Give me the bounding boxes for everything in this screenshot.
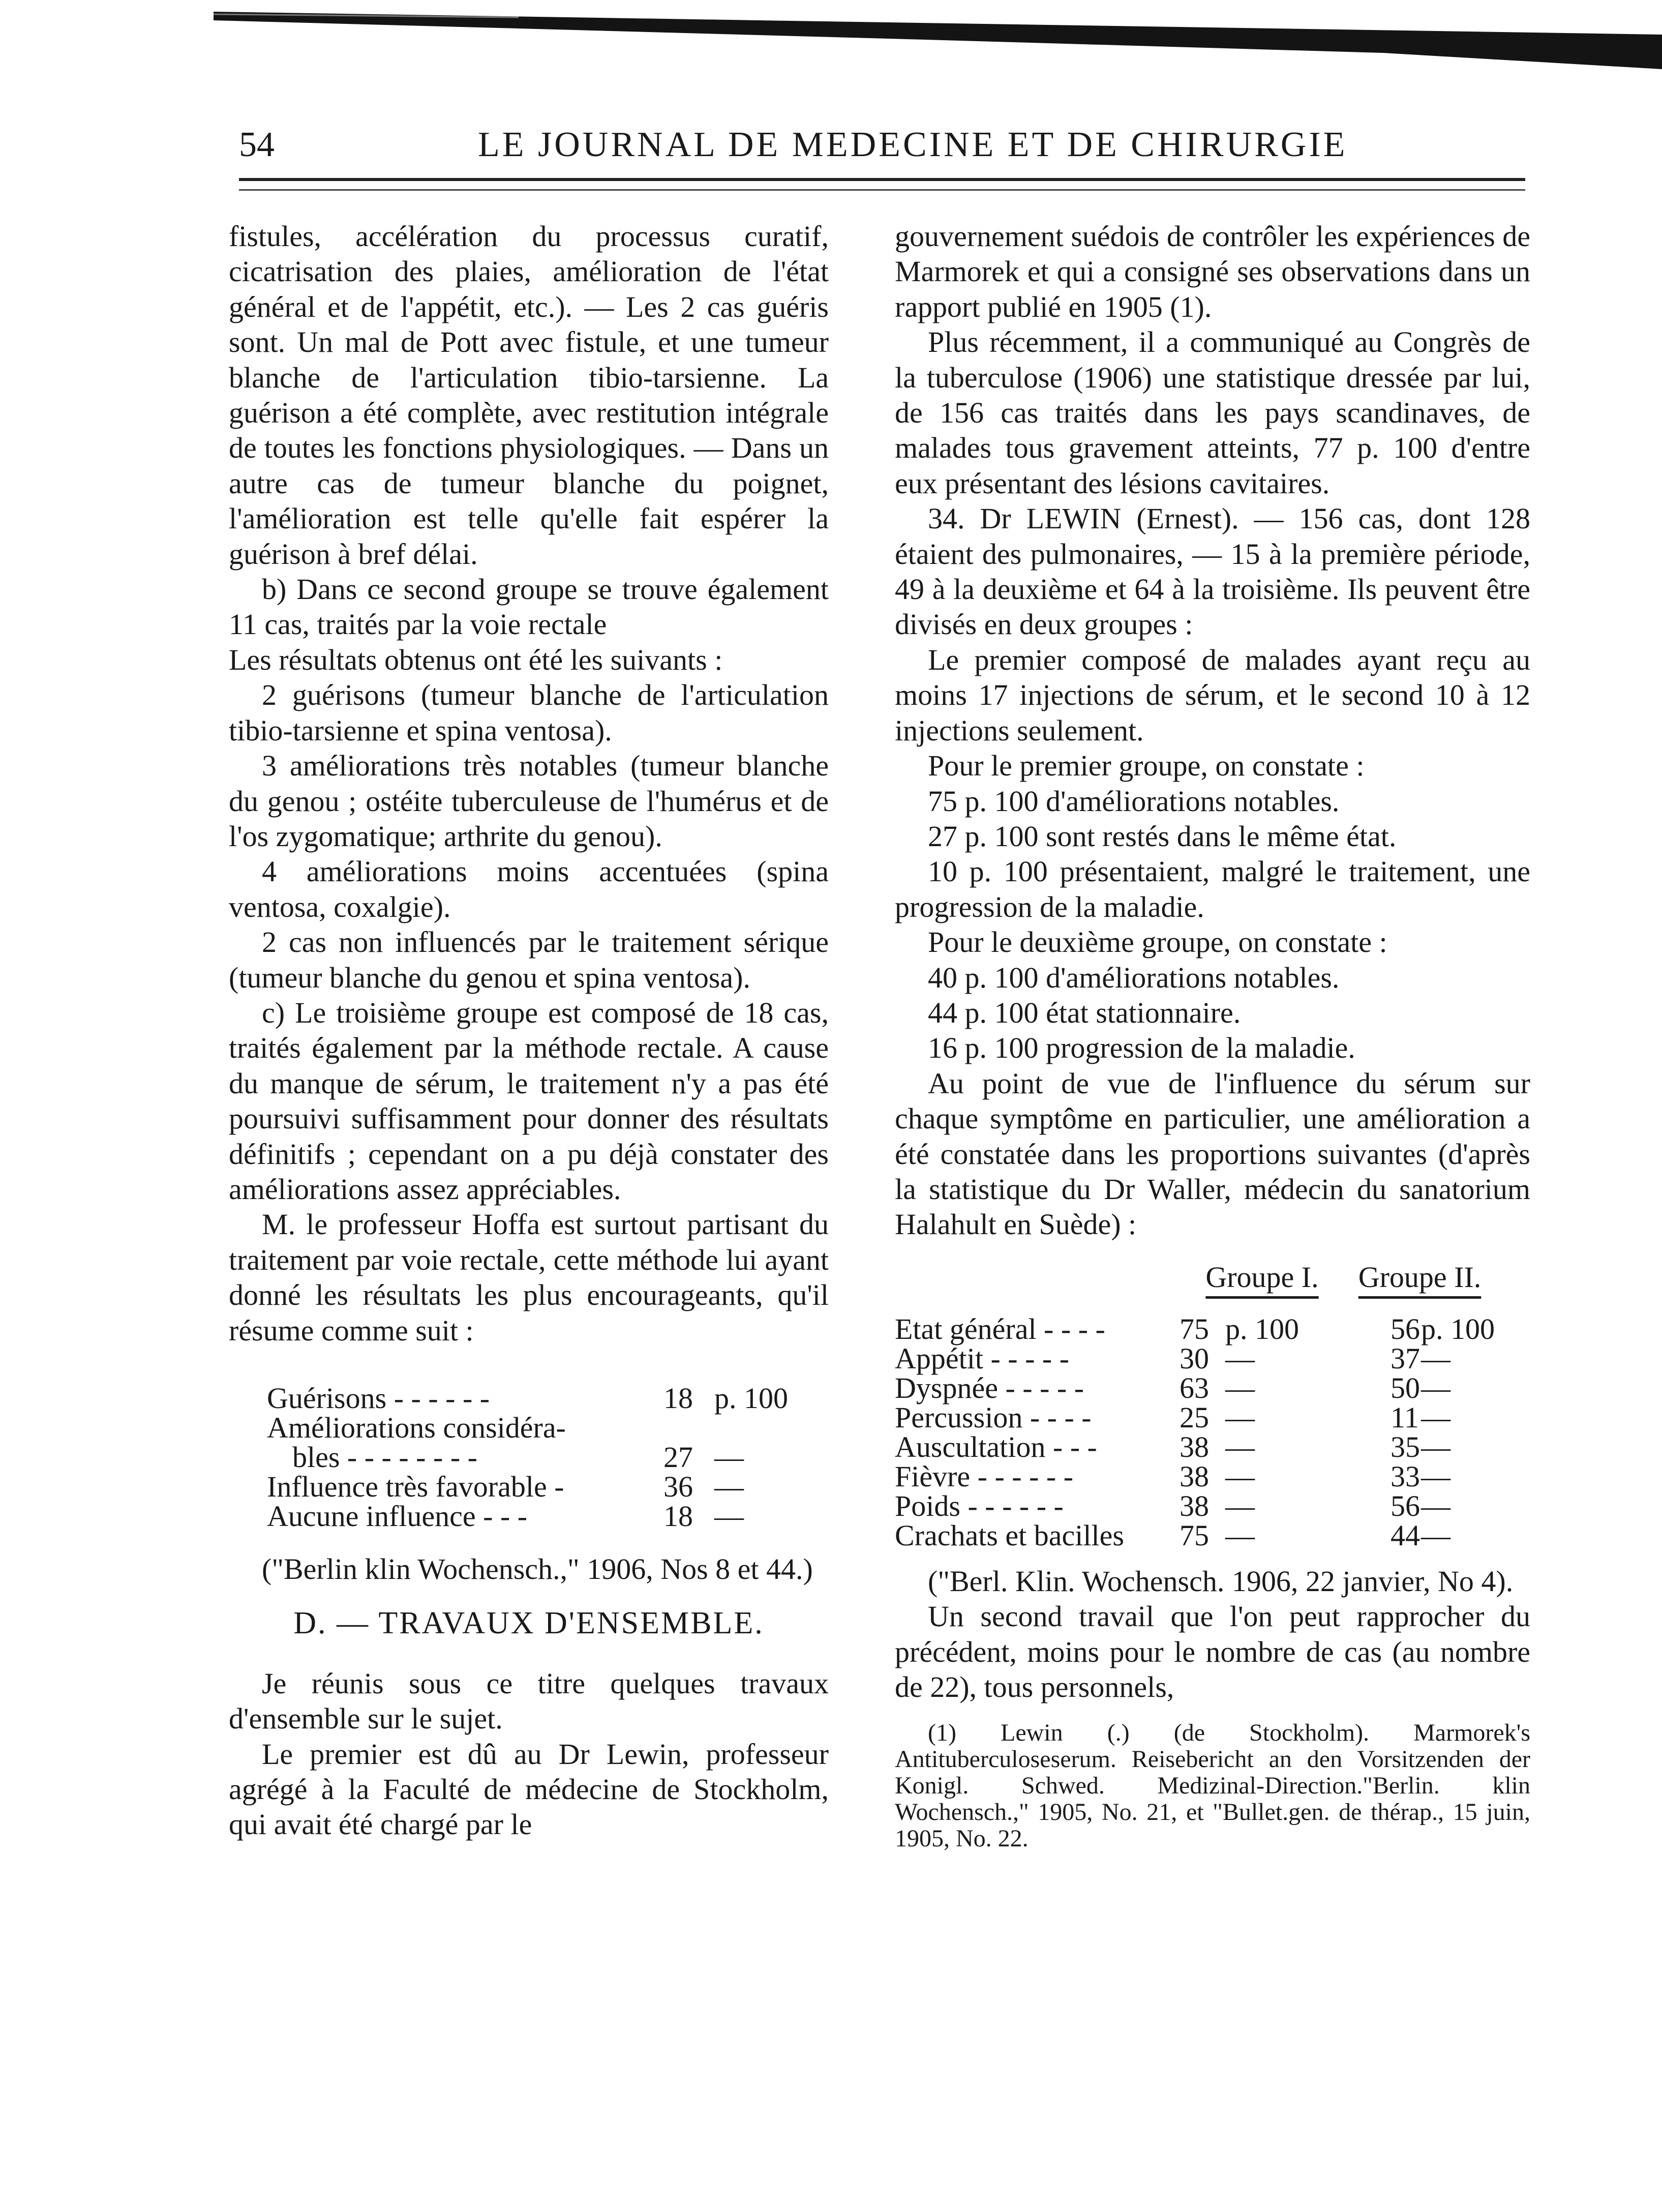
header-rule (239, 178, 1525, 181)
table-row (895, 1403, 1495, 1432)
table-header-row (895, 1263, 1495, 1314)
group-1-unit: — (1225, 1459, 1255, 1493)
result-unit: — (714, 1441, 744, 1474)
group-2-unit: — (1421, 1489, 1451, 1522)
group-1-value: 38 (1180, 1459, 1209, 1493)
list-item: 16 p. 100 progression de la maladie. (928, 1031, 1355, 1065)
list-item: 10 p. 100 présentaient, malgré le traitement, une progression de la maladie. (895, 855, 1530, 923)
paragraph: 2 guérisons (tumeur blanche de l'articulation tibio-tarsienne et spina ventosa). (229, 678, 829, 747)
paragraph: Les résultats obtenus ont été les suivants : (229, 643, 723, 676)
list-item: 27 p. 100 sont restés dans le même état. (928, 819, 1397, 853)
table-row (267, 1384, 788, 1413)
group-2-value: 44 (1391, 1518, 1420, 1552)
group-1-value: 25 (1180, 1400, 1209, 1434)
table-row (267, 1472, 788, 1502)
symptom-label: Dyspnée - - - - - (895, 1371, 1084, 1404)
paragraph: 2 cas non influencés par le traitement sérique (tumeur blanche du genou et spina ventosa). (229, 925, 829, 994)
group-1-unit: — (1225, 1341, 1255, 1375)
table-row (267, 1443, 788, 1472)
symptom-label: Appétit - - - - - (895, 1341, 1070, 1375)
result-value: 18 (663, 1500, 693, 1533)
group-2-value: 37 (1391, 1341, 1420, 1375)
table-row (895, 1314, 1495, 1344)
group-2-value: 11 (1391, 1400, 1419, 1434)
citation: ("Berlin klin Wochensch.," 1906, Nos 8 et 44.) (262, 1552, 813, 1586)
group-1-unit: p. 100 (1225, 1312, 1299, 1346)
right-column (895, 219, 1530, 1852)
paragraph: 3 améliorations très notables (tumeur blanche du genou ; ostéite tuberculeuse de l'humérus et de l'os zygomatique; arthrite du genou). (229, 749, 829, 853)
running-title: LE JOURNAL DE MEDECINE ET DE CHIRURGIE (478, 125, 1348, 164)
group-2-unit: — (1421, 1400, 1451, 1434)
group-1-value: 38 (1180, 1489, 1209, 1522)
list-item: Pour le premier groupe, on constate : (928, 749, 1365, 783)
result-unit: — (714, 1500, 744, 1533)
table-row (267, 1413, 788, 1443)
group-2-value: 33 (1391, 1459, 1420, 1493)
group-2-value: 35 (1391, 1430, 1420, 1463)
symptom-label: Crachats et bacilles (895, 1518, 1124, 1552)
table-row (895, 1373, 1495, 1403)
paragraph: Le premier composé de malades ayant reçu au moins 17 injections de sérum, et le second 10 à 12 injections seulement. (895, 643, 1530, 747)
list-item: Pour le deuxième groupe, on constate : (928, 925, 1387, 959)
result-label: Influence très favorable - (267, 1470, 564, 1503)
list-item: 40 p. 100 d'améliorations notables. (928, 961, 1340, 994)
group-1-value: 38 (1180, 1430, 1209, 1463)
table-row (267, 1502, 788, 1531)
page-header (239, 114, 1525, 175)
group-1-unit: — (1225, 1430, 1255, 1463)
group-1-unit: — (1225, 1518, 1255, 1552)
symptom-label: Fièvre - - - - - - (895, 1459, 1074, 1493)
result-label: Guérisons - - - - - - (267, 1382, 490, 1415)
table-row (895, 1491, 1495, 1521)
citation: ("Berl. Klin. Wochensch. 1906, 22 janvier, No 4). (928, 1564, 1514, 1598)
group-2-value: 56 (1391, 1489, 1420, 1522)
group-1-unit: — (1225, 1400, 1255, 1434)
paragraph: Un second travail que l'on peut rapprocher du précédent, moins pour le nombre de cas (au nombre de 22), tous personnels, (895, 1600, 1530, 1703)
page-number: 54 (239, 125, 275, 164)
symptom-label: Etat général - - - - (895, 1312, 1105, 1346)
list-item: 75 p. 100 d'améliorations notables. (928, 784, 1340, 818)
list-item: 44 p. 100 état stationnaire. (928, 996, 1241, 1029)
result-value: 18 (663, 1382, 693, 1415)
group-1-unit: — (1225, 1371, 1255, 1404)
group-1-value: 63 (1180, 1371, 1209, 1404)
group-2-unit: — (1421, 1341, 1451, 1375)
table-row (895, 1432, 1495, 1462)
header-rule-thin (239, 189, 1525, 191)
paragraph: 34. Dr LEWIN (Ernest). — 156 cas, dont 128 étaient des pulmonaires, — 15 à la première période, 49 à la deuxième et 64 à la troisième. Ils peuvent être divisés en deux groupes : (895, 502, 1530, 641)
paragraph: Je réunis sous ce titre quelques travaux d'ensemble sur le sujet. (229, 1666, 829, 1736)
group-1-value: 75 (1180, 1312, 1209, 1346)
footnote-text: (1) Lewin (.) (de Stockholm). Marmorek's Antituberculoseserum. Reisebericht an den Vorsitzenden der Konigl. Schwed. Medizinal-Direction."Berlin. klin Wochensch.," 1905, No. 21, et "Bullet.gen. de thérap., 15 juin, 1905, No. 22. (895, 1719, 1530, 1852)
group-1-value: 30 (1180, 1341, 1209, 1375)
column-header-group-2: Groupe II. (1358, 1260, 1482, 1294)
result-unit: — (714, 1470, 744, 1503)
group-2-unit: — (1421, 1518, 1451, 1552)
group-2-value: 56 (1391, 1312, 1420, 1346)
group-2-unit: — (1421, 1371, 1451, 1404)
group-2-unit: p. 100 (1421, 1312, 1495, 1346)
paragraph: M. le professeur Hoffa est surtout partisant du traitement par voie rectale, cette méthode lui ayant donné les résultats les plus encourageants, qu'il résume comme suit : (229, 1208, 829, 1347)
section-heading: D. — TRAVAUX D'ENSEMBLE. (293, 1606, 764, 1641)
group-2-unit: — (1421, 1430, 1451, 1463)
results-table (267, 1384, 788, 1531)
result-unit: p. 100 (714, 1382, 788, 1415)
symptoms-table (895, 1260, 1495, 1552)
result-label: Aucune influence - - - (267, 1500, 528, 1533)
paragraph: fistules, accélération du processus curatif, cicatrisation des plaies, amélioration de l'état général et de l'appétit, etc.). — Les 2 cas guéris sont. Un mal de Pott avec fistule, et une tumeur blanche de l'articulation tibio-tarsienne. La guérison a été complète, avec restitution intégrale de toutes les fonctions physiologiques. — Dans un autre cas de tumeur blanche du poignet, l'amélioration est telle qu'elle fait espérer la guérison à bref délai. (229, 220, 829, 571)
group-1-unit: — (1225, 1489, 1255, 1522)
result-value: 27 (663, 1441, 693, 1474)
paragraph: gouvernement suédois de contrôler les expériences de Marmorek et qui a consigné ses observations dans un rapport publié en 1905 (1). (895, 220, 1530, 323)
paragraph: b) Dans ce second groupe se trouve également 11 cas, traités par la voie rectale (229, 573, 829, 641)
paragraph: Plus récemment, il a communiqué au Congrès de la tuberculose (1906) une statistique dressée par lui, de 156 cas traités dans les pays scandinaves, de malades tous gravement atteints, 77 p. 100 d'entre eux présentant des lésions cavitaires. (895, 325, 1530, 500)
footnote (895, 1720, 1530, 1852)
result-label: Améliorations considéra- (267, 1411, 566, 1444)
group-1-value: 75 (1180, 1518, 1209, 1552)
paragraph: Au point de vue de l'influence du sérum sur chaque symptôme en particulier, une amélioration a été constatée dans les proportions suivantes (d'après la statistique du Dr Waller, médecin du sanatorium Halahult en Suède) : (895, 1066, 1530, 1241)
column-header-group-1: Groupe I. (1205, 1260, 1319, 1294)
group-2-value: 50 (1391, 1371, 1420, 1404)
scan-edge-bar (214, 9, 1662, 69)
result-label: bles - - - - - - - - (292, 1441, 477, 1474)
symptom-label: Poids - - - - - - (895, 1489, 1064, 1522)
table-row (895, 1462, 1495, 1491)
symptom-label: Auscultation - - - (895, 1430, 1097, 1463)
group-2-unit: — (1421, 1459, 1451, 1493)
result-value: 36 (663, 1470, 693, 1503)
symptom-label: Percussion - - - - (895, 1400, 1092, 1434)
left-column (229, 219, 829, 1842)
paragraph: c) Le troisième groupe est composé de 18 cas, traités également par la méthode rectale. A cause du manque de sérum, le traitement n'y a pas été poursuivi suffisamment pour donner des résultats définitifs ; cependant on a pu déjà constater des améliorations assez appréciables. (229, 996, 829, 1206)
paragraph: 4 améliorations moins accentuées (spina ventosa, coxalgie). (229, 855, 829, 923)
table-row (895, 1521, 1495, 1550)
table-row (895, 1344, 1495, 1373)
paragraph: Le premier est dû au Dr Lewin, professeur agrégé à la Faculté de médecine de Stockholm, qui avait été chargé par le (229, 1737, 829, 1841)
